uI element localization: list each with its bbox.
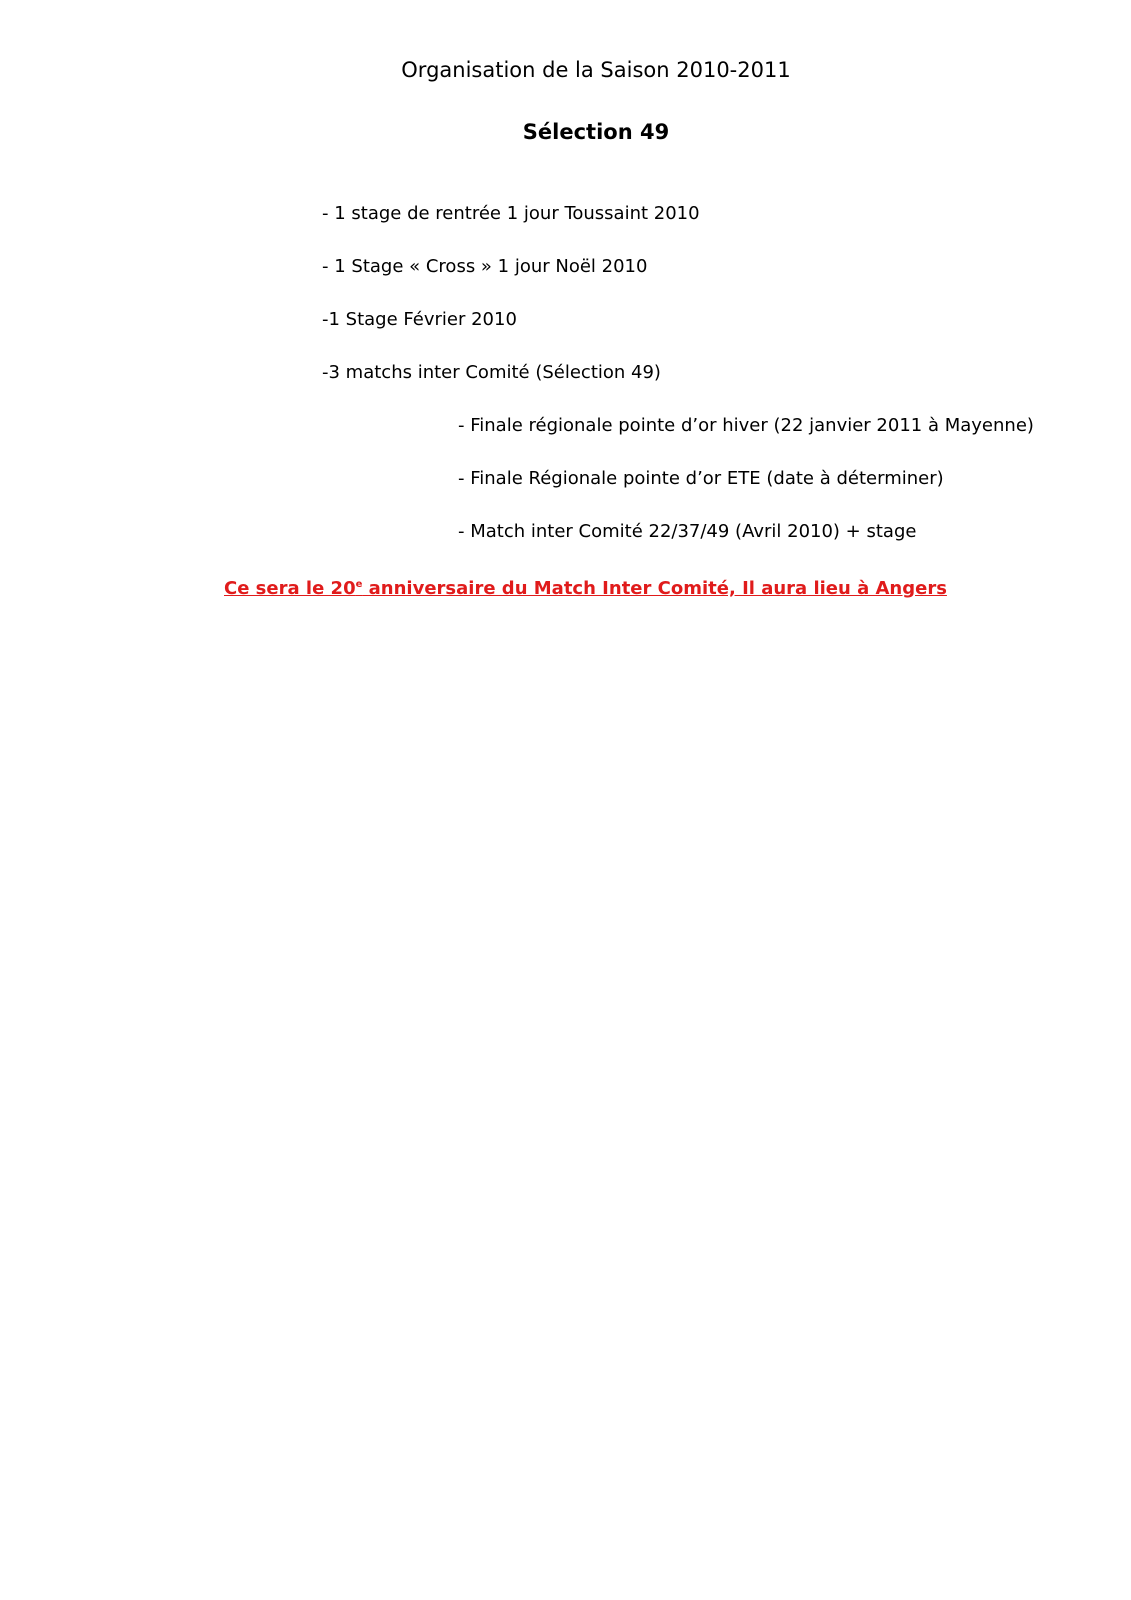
sub-list-item: - Finale Régionale pointe d’or ETE (date à déterminer) bbox=[458, 468, 944, 489]
list-item: - 1 stage de rentrée 1 jour Toussaint 2010 bbox=[322, 203, 700, 224]
anniversary-note bbox=[224, 577, 947, 601]
document-subtitle: Sélection 49 bbox=[522, 120, 670, 144]
list-item: -1 Stage Février 2010 bbox=[322, 309, 517, 330]
anniversary-note-end: anniversaire du Match Inter Comité, Il aura lieu à Angers bbox=[362, 578, 947, 599]
anniversary-note-start: Ce sera le 20 bbox=[224, 578, 356, 599]
anniversary-note-ordinal: e bbox=[355, 579, 363, 590]
document-title: Organisation de la Saison 2010-2011 bbox=[401, 58, 791, 82]
list-item: -3 matchs inter Comité (Sélection 49) bbox=[322, 362, 661, 383]
sub-list-item: - Finale régionale pointe d’or hiver (22 janvier 2011 à Mayenne) bbox=[458, 415, 1034, 436]
list-item: - 1 Stage « Cross » 1 jour Noël 2010 bbox=[322, 256, 648, 277]
sub-list-item: - Match inter Comité 22/37/49 (Avril 2010) + stage bbox=[458, 521, 917, 542]
